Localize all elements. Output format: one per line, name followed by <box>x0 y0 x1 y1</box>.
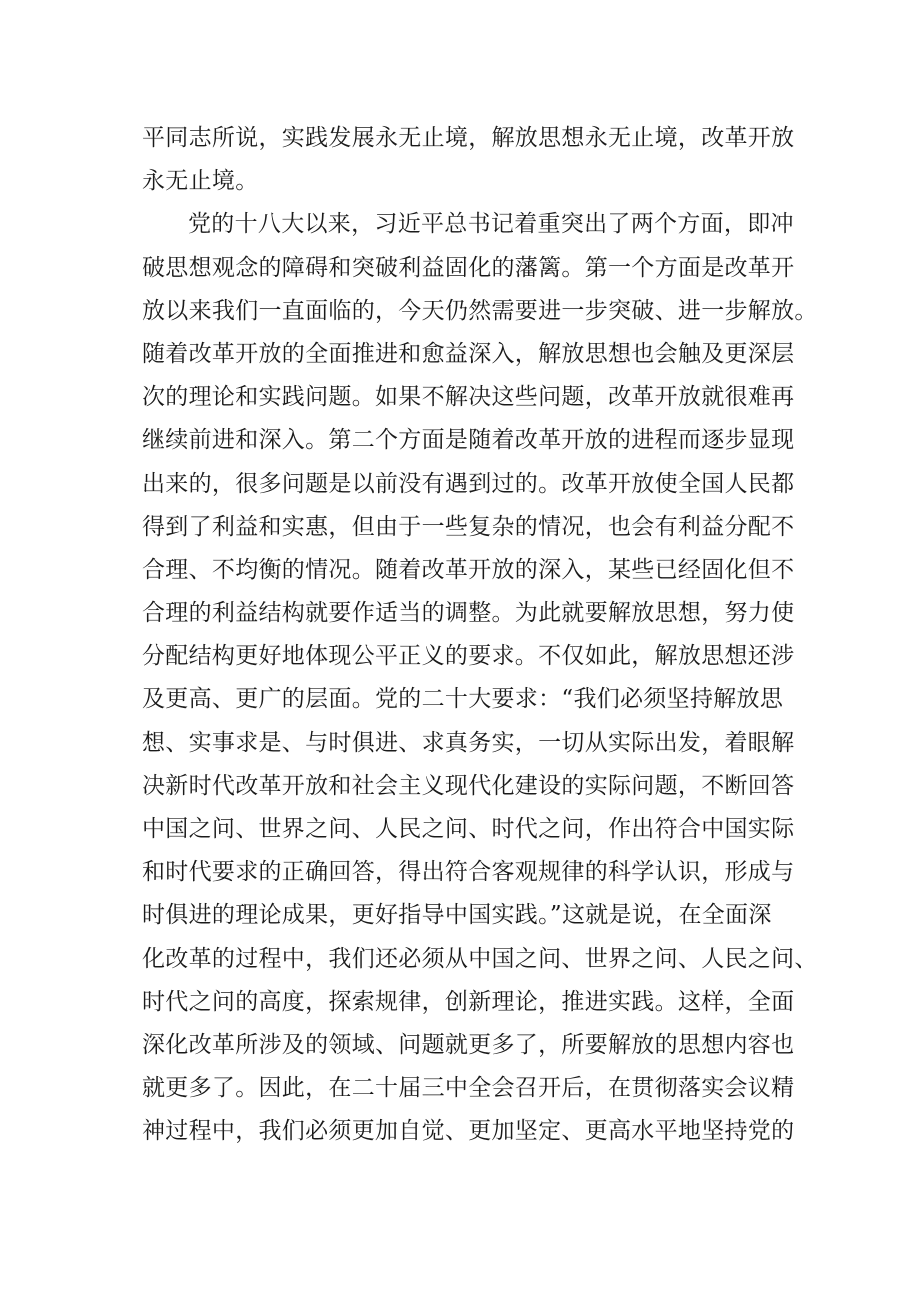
text-line: 决新时代改革开放和社会主义现代化建设的实际问题，不断回答 <box>142 772 795 799</box>
text-line: 放以来我们一直面临的，今天仍然需要进一步突破、进一步解放。 <box>142 297 818 324</box>
text-line: 合理、不均衡的情况。随着改革开放的深入，某些已经固化但不 <box>142 556 795 583</box>
text-line: 想、实事求是、与时俱进、求真务实，一切从实际出发，着眼解 <box>142 729 795 756</box>
text-line: 分配结构更好地体现公平正义的要求。不仅如此，解放思想还涉 <box>142 643 795 670</box>
text-line: 时代之问的高度，探索规律，创新理论，推进实践。这样，全面 <box>142 988 795 1015</box>
text-line: 永无止境。 <box>142 168 259 195</box>
text-line: 破思想观念的障碍和突破利益固化的藩篱。第一个方面是改革开 <box>142 254 795 281</box>
body-text <box>142 117 818 1154</box>
text-line: 和时代要求的正确回答，得出符合客观规律的科学认识，形成与 <box>142 859 795 886</box>
text-line: 神过程中，我们必须更加自觉、更加坚定、更高水平地坚持党的 <box>142 1118 795 1145</box>
paragraph-first-line: 党的十八大以来，习近平总书记着重突出了两个方面，即冲 <box>188 211 794 238</box>
text-line: 时俱进的理论成果，更好指导中国实践。”这就是说，在全面深 <box>142 902 772 929</box>
text-line: 得到了利益和实惠，但由于一些复杂的情况，也会有利益分配不 <box>142 513 795 540</box>
text-line: 出来的，很多问题是以前没有遇到过的。改革开放使全国人民都 <box>142 470 795 497</box>
text-line: 平同志所说，实践发展永无止境，解放思想永无止境，改革开放 <box>142 125 795 151</box>
text-line: 中国之问、世界之问、人民之问、时代之问，作出符合中国实际 <box>142 816 795 842</box>
text-line: 深化改革所涉及的领域、问题就更多了，所要解放的思想内容也 <box>142 1031 795 1058</box>
text-line: 继续前进和深入。第二个方面是随着改革开放的进程而逐步显现 <box>142 427 795 454</box>
text-line: 及更高、更广的层面。党的二十大要求：“我们必须坚持解放思 <box>142 686 784 713</box>
text-line: 随着改革开放的全面推进和愈益深入，解放思想也会触及更深层 <box>142 340 795 367</box>
text-line: 化改革的过程中，我们还必须从中国之问、世界之问、人民之问、 <box>142 945 818 972</box>
text-line: 次的理论和实践问题。如果不解决这些问题，改革开放就很难再 <box>142 384 795 411</box>
text-line: 就更多了。因此，在二十届三中全会召开后，在贯彻落实会议精 <box>142 1075 795 1102</box>
text-line: 合理的利益结构就要作适当的调整。为此就要解放思想，努力使 <box>142 600 795 627</box>
